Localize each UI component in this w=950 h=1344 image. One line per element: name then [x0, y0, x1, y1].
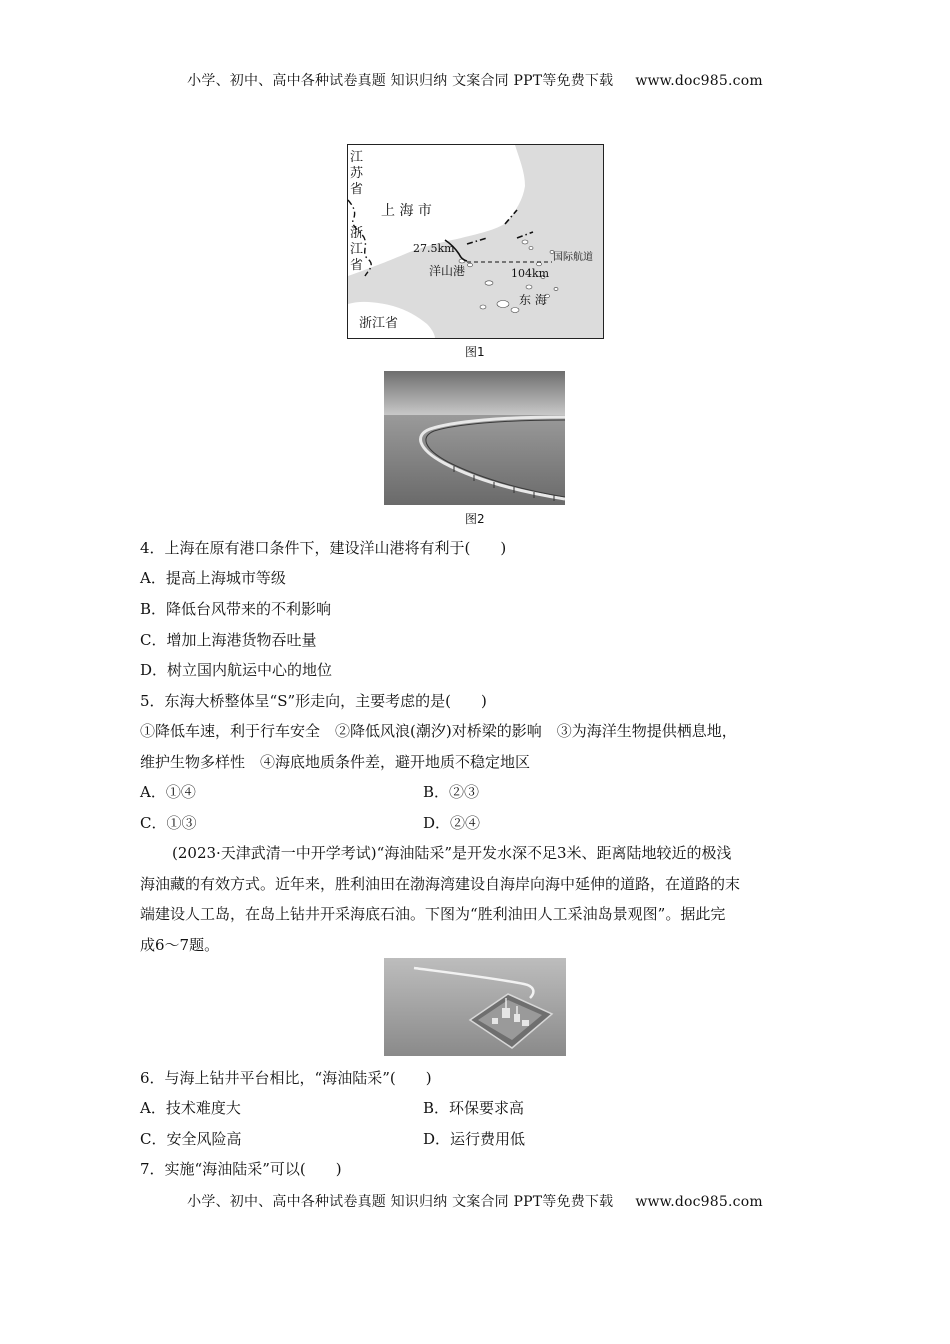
figure-1-map [347, 144, 604, 339]
label-international-route: 国际航道 [553, 252, 593, 263]
label-zhejiang-south: 浙江省 [359, 316, 399, 331]
header-text: 小学、初中、高中各种试卷真题 知识归纳 文案合同 PPT等免费下载 [187, 73, 614, 89]
label-zhejiang-2: 江 [350, 242, 364, 257]
q4-option-a: A．提高上海城市等级 [140, 569, 286, 587]
passage-line4: 成6～7题。 [140, 936, 220, 954]
label-jiangsu-3: 省 [350, 182, 364, 197]
label-dist-104: 104km [511, 267, 550, 280]
label-shanghai: 上 海 市 [381, 203, 432, 219]
q4-stem: 4．上海在原有港口条件下，建设洋山港将有利于( ) [140, 539, 507, 557]
q5-option-c: C．①③ [140, 814, 197, 832]
q5-option-b: B．②③ [423, 783, 480, 801]
page-footer [0, 1191, 950, 1211]
q6-option-d: D．运行费用低 [423, 1130, 526, 1148]
label-donghai: 东 海 [519, 293, 547, 307]
figure-2-caption: 图2 [465, 512, 485, 526]
footer-text: 小学、初中、高中各种试卷真题 知识归纳 文案合同 PPT等免费下载 [187, 1194, 614, 1210]
label-zhejiang-3: 省 [350, 258, 364, 273]
figure-1-caption: 图1 [465, 345, 485, 359]
q6-option-a: A．技术难度大 [140, 1099, 241, 1117]
q4-option-c: C．增加上海港货物吞吐量 [140, 631, 317, 649]
q6-option-c: C．安全风险高 [140, 1130, 242, 1148]
passage-line2: 海油藏的有效方式。近年来，胜利油田在渤海湾建设自海岸向海中延伸的道路，在道路的末 [140, 875, 741, 893]
passage-line3: 端建设人工岛，在岛上钻井开采海底石油。下图为“胜利油田人工采油岛景观图”。据此完 [140, 905, 726, 923]
q5-stem: 5．东海大桥整体呈“S”形走向，主要考虑的是( ) [140, 692, 487, 710]
label-yangshan-port: 洋山港 [429, 264, 466, 278]
label-zhejiang-1: 浙 [350, 226, 364, 241]
header-url: www.doc985.com [635, 73, 763, 89]
label-dist-27: 27.5km [413, 242, 455, 255]
q4-option-d: D．树立国内航运中心的地位 [140, 661, 333, 679]
figure-oil-island-photo [384, 958, 566, 1056]
q5-statement-line1: ①降低车速，利于行车安全 ②降低风浪(潮汐)对桥梁的影响 ③为海洋生物提供栖息地， [140, 722, 737, 740]
label-jiangsu-2: 苏 [350, 166, 364, 181]
q4-option-b: B．降低台风带来的不利影响 [140, 600, 332, 618]
passage-line1: (2023·天津武清一中开学考试)“海油陆采”是开发水深不足3米、距离陆地较近的极浅 [172, 844, 732, 862]
q5-option-a: A．①④ [140, 783, 196, 801]
label-jiangsu-1: 江 [350, 150, 364, 165]
q5-option-d: D．②④ [423, 814, 481, 832]
footer-url: www.doc985.com [635, 1194, 763, 1210]
q6-stem: 6．与海上钻井平台相比，“海油陆采”( ) [140, 1069, 432, 1087]
q6-option-b: B．环保要求高 [423, 1099, 525, 1117]
q5-statement-line2: 维护生物多样性 ④海底地质条件差，避开地质不稳定地区 [140, 753, 531, 771]
q7-stem: 7．实施“海油陆采”可以( ) [140, 1160, 342, 1178]
page-header [0, 70, 950, 90]
figure-2-bridge-photo [384, 371, 565, 505]
